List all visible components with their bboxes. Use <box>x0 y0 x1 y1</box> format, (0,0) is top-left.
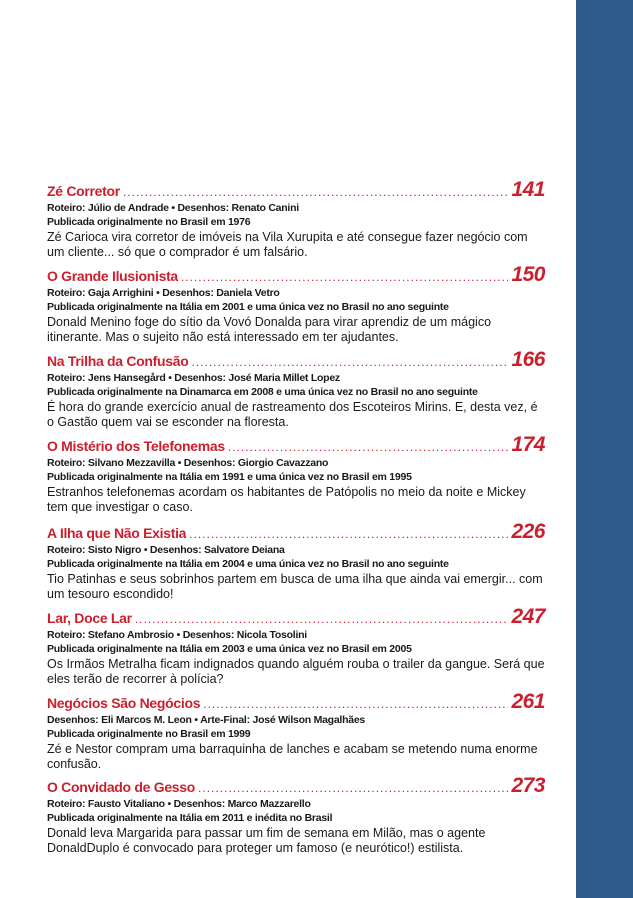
dot-leader <box>198 781 508 795</box>
story-title[interactable]: Negócios São Negócios <box>47 695 201 711</box>
story-summary: Zé Carioca vira corretor de imóveis na Vila Xurupita e até consegue fazer negócio com um cliente... só que o comprador é um falsário. <box>47 230 528 259</box>
story-summary: Donald Menino foge do sítio da Vovó Donalda para virar aprendiz de um mágico itinerante. Mas o sujeito não está interessado em ter ajudantes. <box>47 315 492 344</box>
story-title[interactable]: Lar, Doce Lar <box>47 610 132 626</box>
publication-info: Publicada originalmente no Brasil em 1999 <box>47 728 251 740</box>
page-number[interactable]: 247 <box>511 605 545 628</box>
toc-entry <box>47 348 545 433</box>
toc-entry <box>47 433 545 520</box>
story-credits: Desenhos: Eli Marcos M. Leon • Arte-Final: José Wilson Magalhães <box>47 714 366 726</box>
entry-heading[interactable] <box>47 263 545 286</box>
story-title[interactable]: Zé Corretor <box>47 183 120 199</box>
page-number[interactable]: 174 <box>511 433 545 456</box>
story-credits: Roteiro: Jens Hansegård • Desenhos: José Maria Millet Lopez <box>47 372 340 384</box>
story-title[interactable]: O Convidado de Gesso <box>47 779 196 795</box>
story-credits: Roteiro: Fausto Vitaliano • Desenhos: Marco Mazzarello <box>47 798 311 810</box>
entry-heading[interactable] <box>47 433 545 456</box>
story-title[interactable]: A Ilha que Não Existia <box>47 525 187 541</box>
publication-info: Publicada originalmente na Itália em 2001 e uma única vez no Brasil no ano seguinte <box>47 301 449 313</box>
story-title[interactable]: Na Trilha da Confusão <box>47 353 189 369</box>
story-title[interactable]: O Mistério dos Telefonemas <box>47 438 225 454</box>
dot-leader <box>228 440 509 454</box>
entry-heading[interactable] <box>47 690 545 713</box>
publication-info: Publicada originalmente na Itália em 2003 e uma única vez no Brasil em 2005 <box>47 643 412 655</box>
entry-heading[interactable] <box>47 348 545 371</box>
page-number[interactable]: 141 <box>511 178 545 201</box>
toc-entry <box>47 774 545 859</box>
entry-heading[interactable] <box>47 520 545 543</box>
toc-entry <box>47 690 545 774</box>
story-credits: Roteiro: Sisto Nigro • Desenhos: Salvatore Deiana <box>47 544 285 556</box>
publication-info: Publicada originalmente no Brasil em 1976 <box>47 216 251 228</box>
story-summary: Zé e Nestor compram uma barraquinha de lanches e acabam se metendo numa enorme confusão. <box>47 742 538 771</box>
page-number[interactable]: 150 <box>511 263 545 286</box>
toc-entry <box>47 178 545 263</box>
dot-leader <box>192 355 509 369</box>
story-summary: Os Irmãos Metralha ficam indignados quando alguém rouba o trailer da gangue. Será que eles terão de recorrer à polícia? <box>47 657 545 686</box>
story-summary: Donald leva Margarida para passar um fim de semana em Milão, mas o agente DonaldDuplo é convocado para proteger um famoso (e neurótico!) estilista. <box>47 826 486 855</box>
dot-leader <box>135 612 509 626</box>
entry-heading[interactable] <box>47 774 545 797</box>
dot-leader <box>189 527 508 541</box>
publication-info: Publicada originalmente na Itália em 2011 e inédita no Brasil <box>47 812 333 824</box>
page-number[interactable]: 226 <box>511 520 545 543</box>
page-number[interactable]: 166 <box>511 348 545 371</box>
story-credits: Roteiro: Stefano Ambrosio • Desenhos: Nicola Tosolini <box>47 629 307 641</box>
story-summary: É hora do grande exercício anual de rastreamento dos Escoteiros Mirins. E, desta vez, é o Gastão quem vai se esconder na floresta. <box>47 400 538 429</box>
page-number[interactable]: 261 <box>511 690 545 713</box>
dot-leader <box>203 697 508 711</box>
toc-entry <box>47 520 545 605</box>
table-of-contents <box>47 178 545 859</box>
dot-leader <box>123 185 509 199</box>
toc-entry <box>47 605 545 690</box>
story-credits: Roteiro: Silvano Mezzavilla • Desenhos: Giorgio Cavazzano <box>47 457 329 469</box>
story-credits: Roteiro: Júlio de Andrade • Desenhos: Renato Canini <box>47 202 299 214</box>
toc-entry <box>47 263 545 348</box>
story-summary: Tio Patinhas e seus sobrinhos partem em busca de uma ilha que ainda vai emergir... com um tesouro escondido! <box>47 572 543 601</box>
entry-heading[interactable] <box>47 178 545 201</box>
publication-info: Publicada originalmente na Itália em 1991 e uma única vez no Brasil em 1995 <box>47 471 412 483</box>
story-title[interactable]: O Grande Ilusionista <box>47 268 178 284</box>
publication-info: Publicada originalmente na Itália em 2004 e uma única vez no Brasil no ano seguinte <box>47 558 449 570</box>
story-credits: Roteiro: Gaja Arrighini • Desenhos: Daniela Vetro <box>47 287 280 299</box>
entry-heading[interactable] <box>47 605 545 628</box>
page-number[interactable]: 273 <box>511 774 545 797</box>
side-color-bar <box>576 0 633 898</box>
story-summary: Estranhos telefonemas acordam os habitantes de Patópolis no meio da noite e Mickey tem que investigar o caso. <box>47 485 526 514</box>
dot-leader <box>181 270 509 284</box>
publication-info: Publicada originalmente na Dinamarca em 2008 e uma única vez no Brasil no ano seguinte <box>47 386 478 398</box>
